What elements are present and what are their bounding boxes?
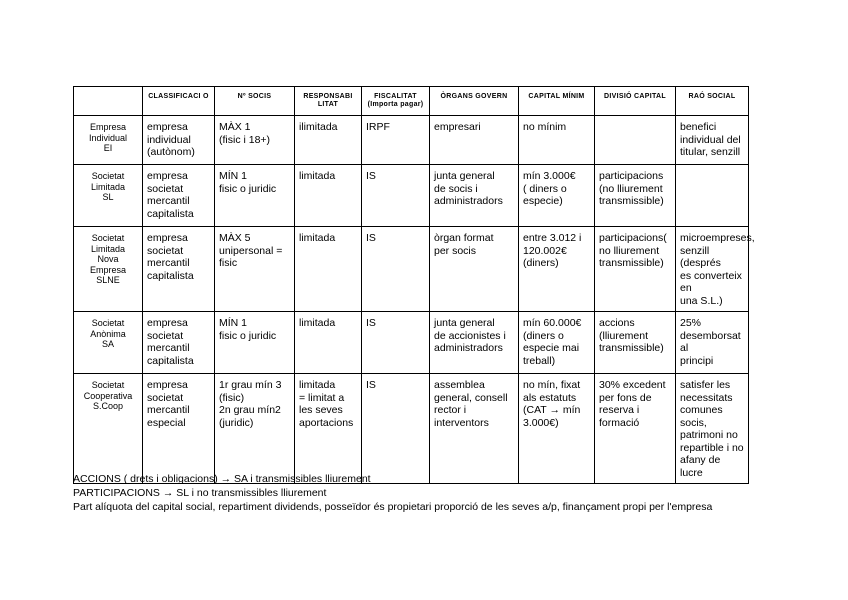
table-cell bbox=[676, 165, 749, 227]
table-cell: junta general de socis i administradors bbox=[430, 165, 519, 227]
table-cell: limitada bbox=[295, 165, 362, 227]
table-cell: participacions (no lliurement transmissible) bbox=[595, 165, 676, 227]
header-num-socis: Nº SOCIS bbox=[215, 87, 295, 116]
table-cell bbox=[595, 116, 676, 165]
table-cell: junta general de accionistes i administradors bbox=[430, 312, 519, 374]
table-cell: no mínim bbox=[519, 116, 595, 165]
table-cell: IRPF bbox=[362, 116, 430, 165]
table-cell: empresa societat mercantil capitalista bbox=[143, 227, 215, 312]
row-societat-cooperativa bbox=[74, 374, 749, 484]
table-cell: 1r grau mín 3 (fisic) 2n grau mín2 (juridic) bbox=[215, 374, 295, 484]
table-cell: MÀX 1 (fisic i 18+) bbox=[215, 116, 295, 165]
table-cell: IS bbox=[362, 227, 430, 312]
table-cell: entre 3.012 i 120.002€ (diners) bbox=[519, 227, 595, 312]
table-cell: òrgan format per socis bbox=[430, 227, 519, 312]
row-societat-limitada-nova-empresa bbox=[74, 227, 749, 312]
header-divisio-capital: DIVISIÓ CAPITAL bbox=[595, 87, 676, 116]
table-cell: participacions( no lliurement transmissible) bbox=[595, 227, 676, 312]
row-header-cell: Societat Anònima SA bbox=[74, 312, 143, 374]
note-line-part-aliquota: Part alíquota del capital social, repartiment dividends, posseïdor és propietari proporció de les seves a/p, finançament propi per l'empresa bbox=[73, 501, 713, 513]
table-cell: empresa societat mercantil especial bbox=[143, 374, 215, 484]
table-body bbox=[74, 116, 755, 484]
header-organs-govern: ÒRGANS GOVERN bbox=[430, 87, 519, 116]
table-cell: mín 60.000€ (diners o especie mai treball) bbox=[519, 312, 595, 374]
note-line-participacions: PARTICIPACIONS → SL i no transmissibles lliurement bbox=[73, 487, 327, 499]
table-cell: benefici individual del titular, senzill bbox=[676, 116, 749, 165]
header-capital-minim: CAPITAL MÍNIM bbox=[519, 87, 595, 116]
table-cell: satisfer les necessitats comunes socis, patrimoni no repartible i no afany de lucre bbox=[676, 374, 749, 484]
company-types-table bbox=[73, 86, 755, 484]
table-cell: limitada bbox=[295, 312, 362, 374]
row-header-cell: Societat Limitada SL bbox=[74, 165, 143, 227]
row-empresa-individual bbox=[74, 116, 749, 165]
table-cell: empresa societat mercantil capitalista bbox=[143, 312, 215, 374]
table-cell: mín 3.000€ ( diners o especie) bbox=[519, 165, 595, 227]
table-cell: IS bbox=[362, 165, 430, 227]
table-cell: 30% excedent per fons de reserva i formació bbox=[595, 374, 676, 484]
corner-cell bbox=[74, 87, 143, 116]
row-societat-limitada bbox=[74, 165, 749, 227]
header-fiscalitat: FISCALITAT (Importa pagar) bbox=[362, 87, 430, 116]
table-cell: assemblea general, consell rector i interventors bbox=[430, 374, 519, 484]
row-header-cell: Empresa Individual EI bbox=[74, 116, 143, 165]
table-cell: MÍN 1 fisic o juridic bbox=[215, 165, 295, 227]
table-cell: empresa individual (autònom) bbox=[143, 116, 215, 165]
notes-block bbox=[73, 472, 712, 514]
table-cell: MÍN 1 fisic o juridic bbox=[215, 312, 295, 374]
table-cell: IS bbox=[362, 312, 430, 374]
table-cell: 25% desemborsat al principi bbox=[676, 312, 749, 374]
table-cell: limitada = limitat a les seves aportacions bbox=[295, 374, 362, 484]
header-rao-social: RAÓ SOCIAL bbox=[676, 87, 749, 116]
note-line-accions: ACCIONS ( drets i obligacions) → SA i transmissibles lliurement bbox=[73, 473, 371, 485]
table-cell: microempreses, senzill (després es converteix en una S.L.) bbox=[676, 227, 749, 312]
table-cell: MÀX 5 unipersonal = fisic bbox=[215, 227, 295, 312]
table-cell: no mín, fixat als estatuts (CAT → mín 3.000€) bbox=[519, 374, 595, 484]
table-cell: empresari bbox=[430, 116, 519, 165]
header-row bbox=[74, 87, 749, 116]
row-societat-anonima bbox=[74, 312, 749, 374]
table-cell: ilimitada bbox=[295, 116, 362, 165]
table-cell: accions (lliurement transmissible) bbox=[595, 312, 676, 374]
table-cell: IS bbox=[362, 374, 430, 484]
row-header-cell: Societat Limitada Nova Empresa SLNE bbox=[74, 227, 143, 312]
row-header-cell: Societat Cooperativa S.Coop bbox=[74, 374, 143, 484]
header-responsabilitat: RESPONSABI LITAT bbox=[295, 87, 362, 116]
table-cell: empresa societat mercantil capitalista bbox=[143, 165, 215, 227]
table-cell: limitada bbox=[295, 227, 362, 312]
header-classificacio: CLASSIFICACI O bbox=[143, 87, 215, 116]
